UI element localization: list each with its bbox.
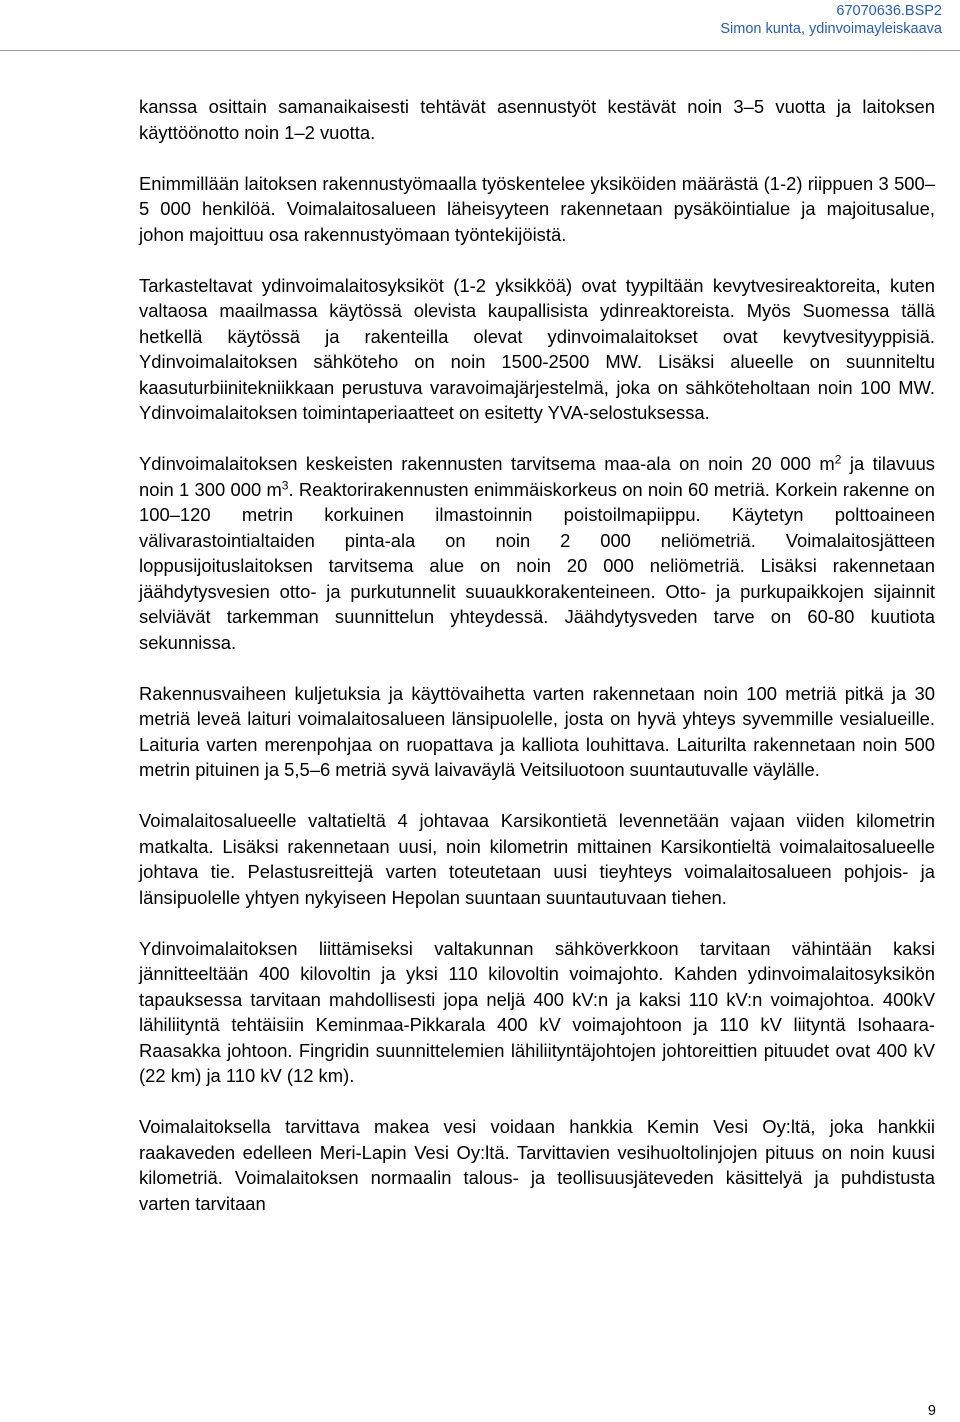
paragraph-water-supply: Voimalaitoksella tarvittava makea vesi voidaan hankkia Kemin Vesi Oy:ltä, joka hankkii raakaveden edelleen Meri-Lapin Vesi Oy:ltä. Tarvittavien vesihuoltolinjojen pituus on noin kuusi kilometriä. Voimalaitoksen normaalin talous- ja teollisuusjäteveden käsittelyä ja puhdistusta varten tarvitaan <box>139 1116 935 1214</box>
paragraph-workforce: Enimmillään laitoksen rakennustyömaalla työskentelee yksiköiden määrästä (1-2) riippuen 3 500–5 000 henkilöä. Voimalaitosalueen läheisyyteen rakennetaan pysäköintialue ja majoitusalue, johon majoittuu osa rakennustyömaan työntekijöistä. <box>139 172 935 245</box>
body-text <box>139 94 935 1242</box>
paragraph-roads: Voimalaitosalueelle valtatieltä 4 johtavaa Karsikontietä levennetään vajaan viiden kilometrin matkalta. Lisäksi rakennetaan uusi, noin kilometrin mittainen Karsikontieltä voimalaitosalueelle johtava tie. Pelastusreittejä varten toteutetaan uusi tieyhteys voimalaitosalueen pohjois- ja länsipuolelle yhtyen nykyiseen Hepolan suuntaan suuntautuvaan tiehen. <box>139 810 935 908</box>
page-header <box>0 0 960 51</box>
superscript-squared: 2 <box>834 452 842 467</box>
document-title: Simon kunta, ydinvoimayleiskaava <box>720 21 942 37</box>
page-number: 9 <box>927 1403 936 1419</box>
paragraph-harbour: Rakennusvaiheen kuljetuksia ja käyttövaihetta varten rakennetaan noin 100 metriä pitkä ja 30 metriä leveä laituri voimalaitosalueen länsipuolelle, josta on hyvä yhteys syvemmille vesialueille. Laituria varten merenpohjaa on ruopattava ja kalliota louhittava. Laiturilta rakennetaan noin 500 metrin pituinen ja 5,5–6 metriä syvä laivaväylä Veitsiluotoon suuntautuvalle väylälle. <box>139 682 935 780</box>
paragraph-building-sizes <box>139 451 935 655</box>
superscript-cubed: 3 <box>281 477 289 492</box>
paragraph-building-sizes-part2: ja tilavuus noin 1 300 000 m <box>139 453 935 500</box>
paragraph-building-sizes-part3: . Reaktorirakennusten enimmäiskorkeus on noin 60 metriä. Korkein rakenne on 100–120 metrin korkuinen ilmastoinnin poistoilmapiippu. Käytetyn polttoaineen välivarastointialtaiden pinta-ala on noin 2 000 neliömetriä. Voimalaitosjätteen loppusijoituslaitoksen tarvitsema alue on noin 20 000 neliömetriä. Lisäksi rakennetaan jäähdytysvesien otto- ja purkutunnelit suuaukkorakenteineen. Otto- ja purkupaikkojen sijainnit selviävät tarkemman suunnittelun yhteydessä. Jäähdytysveden tarve on 60-80 kuutiota sekunnissa. <box>139 478 936 653</box>
paragraph-reactor-type: Tarkasteltavat ydinvoimalaitosyksiköt (1-2 yksikköä) ovat tyypiltään kevytvesireaktoreita, kuten valtaosa maailmassa käytössä olevista kaupallisista ydinreaktoreista. Myös Suomessa tällä hetkellä käytössä ja rakenteilla olevat ydinvoimalaitokset ovat kevytvesityyppisiä. Ydinvoimalaitoksen sähköteho on noin 1500-2500 MW. Lisäksi alueelle on suunniteltu kaasuturbiinitekniikkaan perustuva varavoimajärjestelmä, joka on sähköteholtaan noin 100 MW. Ydinvoimalaitoksen toimintaperiaatteet on esitetty YVA-selostuksessa. <box>139 274 935 423</box>
paragraph-construction-duration: kanssa osittain samanaikaisesti tehtävät asennustyöt kestävät noin 3–5 vuotta ja laitoksen käyttöönotto noin 1–2 vuotta. <box>139 96 935 143</box>
document-id: 67070636.BSP2 <box>836 3 942 19</box>
paragraph-building-sizes-part1: Ydinvoimalaitoksen keskeisten rakennusten tarvitsema maa-ala on noin 20 000 m <box>139 453 835 474</box>
paragraph-power-lines: Ydinvoimalaitoksen liittämiseksi valtakunnan sähköverkkoon tarvitaan vähintään kaksi jännitteeltään 400 kilovoltin ja yksi 110 kilovoltin voimajohto. Kahden ydinvoimalaitosyksikön tapauksessa tarvitaan mahdollisesti jopa neljä 400 kV:n ja kaksi 110 kV:n voimajohtoa. 400kV lähiliityntä tehtäisiin Keminmaa-Pikkarala 400 kV voimajohtoon ja 110 kV liityntä Isohaara-Raasakka johtoon. Fingridin suunnittelemien lähiliityntäjohtojen johtoreittien pituudet ovat 400 kV (22 km) ja 110 kV (12 km). <box>139 937 935 1086</box>
